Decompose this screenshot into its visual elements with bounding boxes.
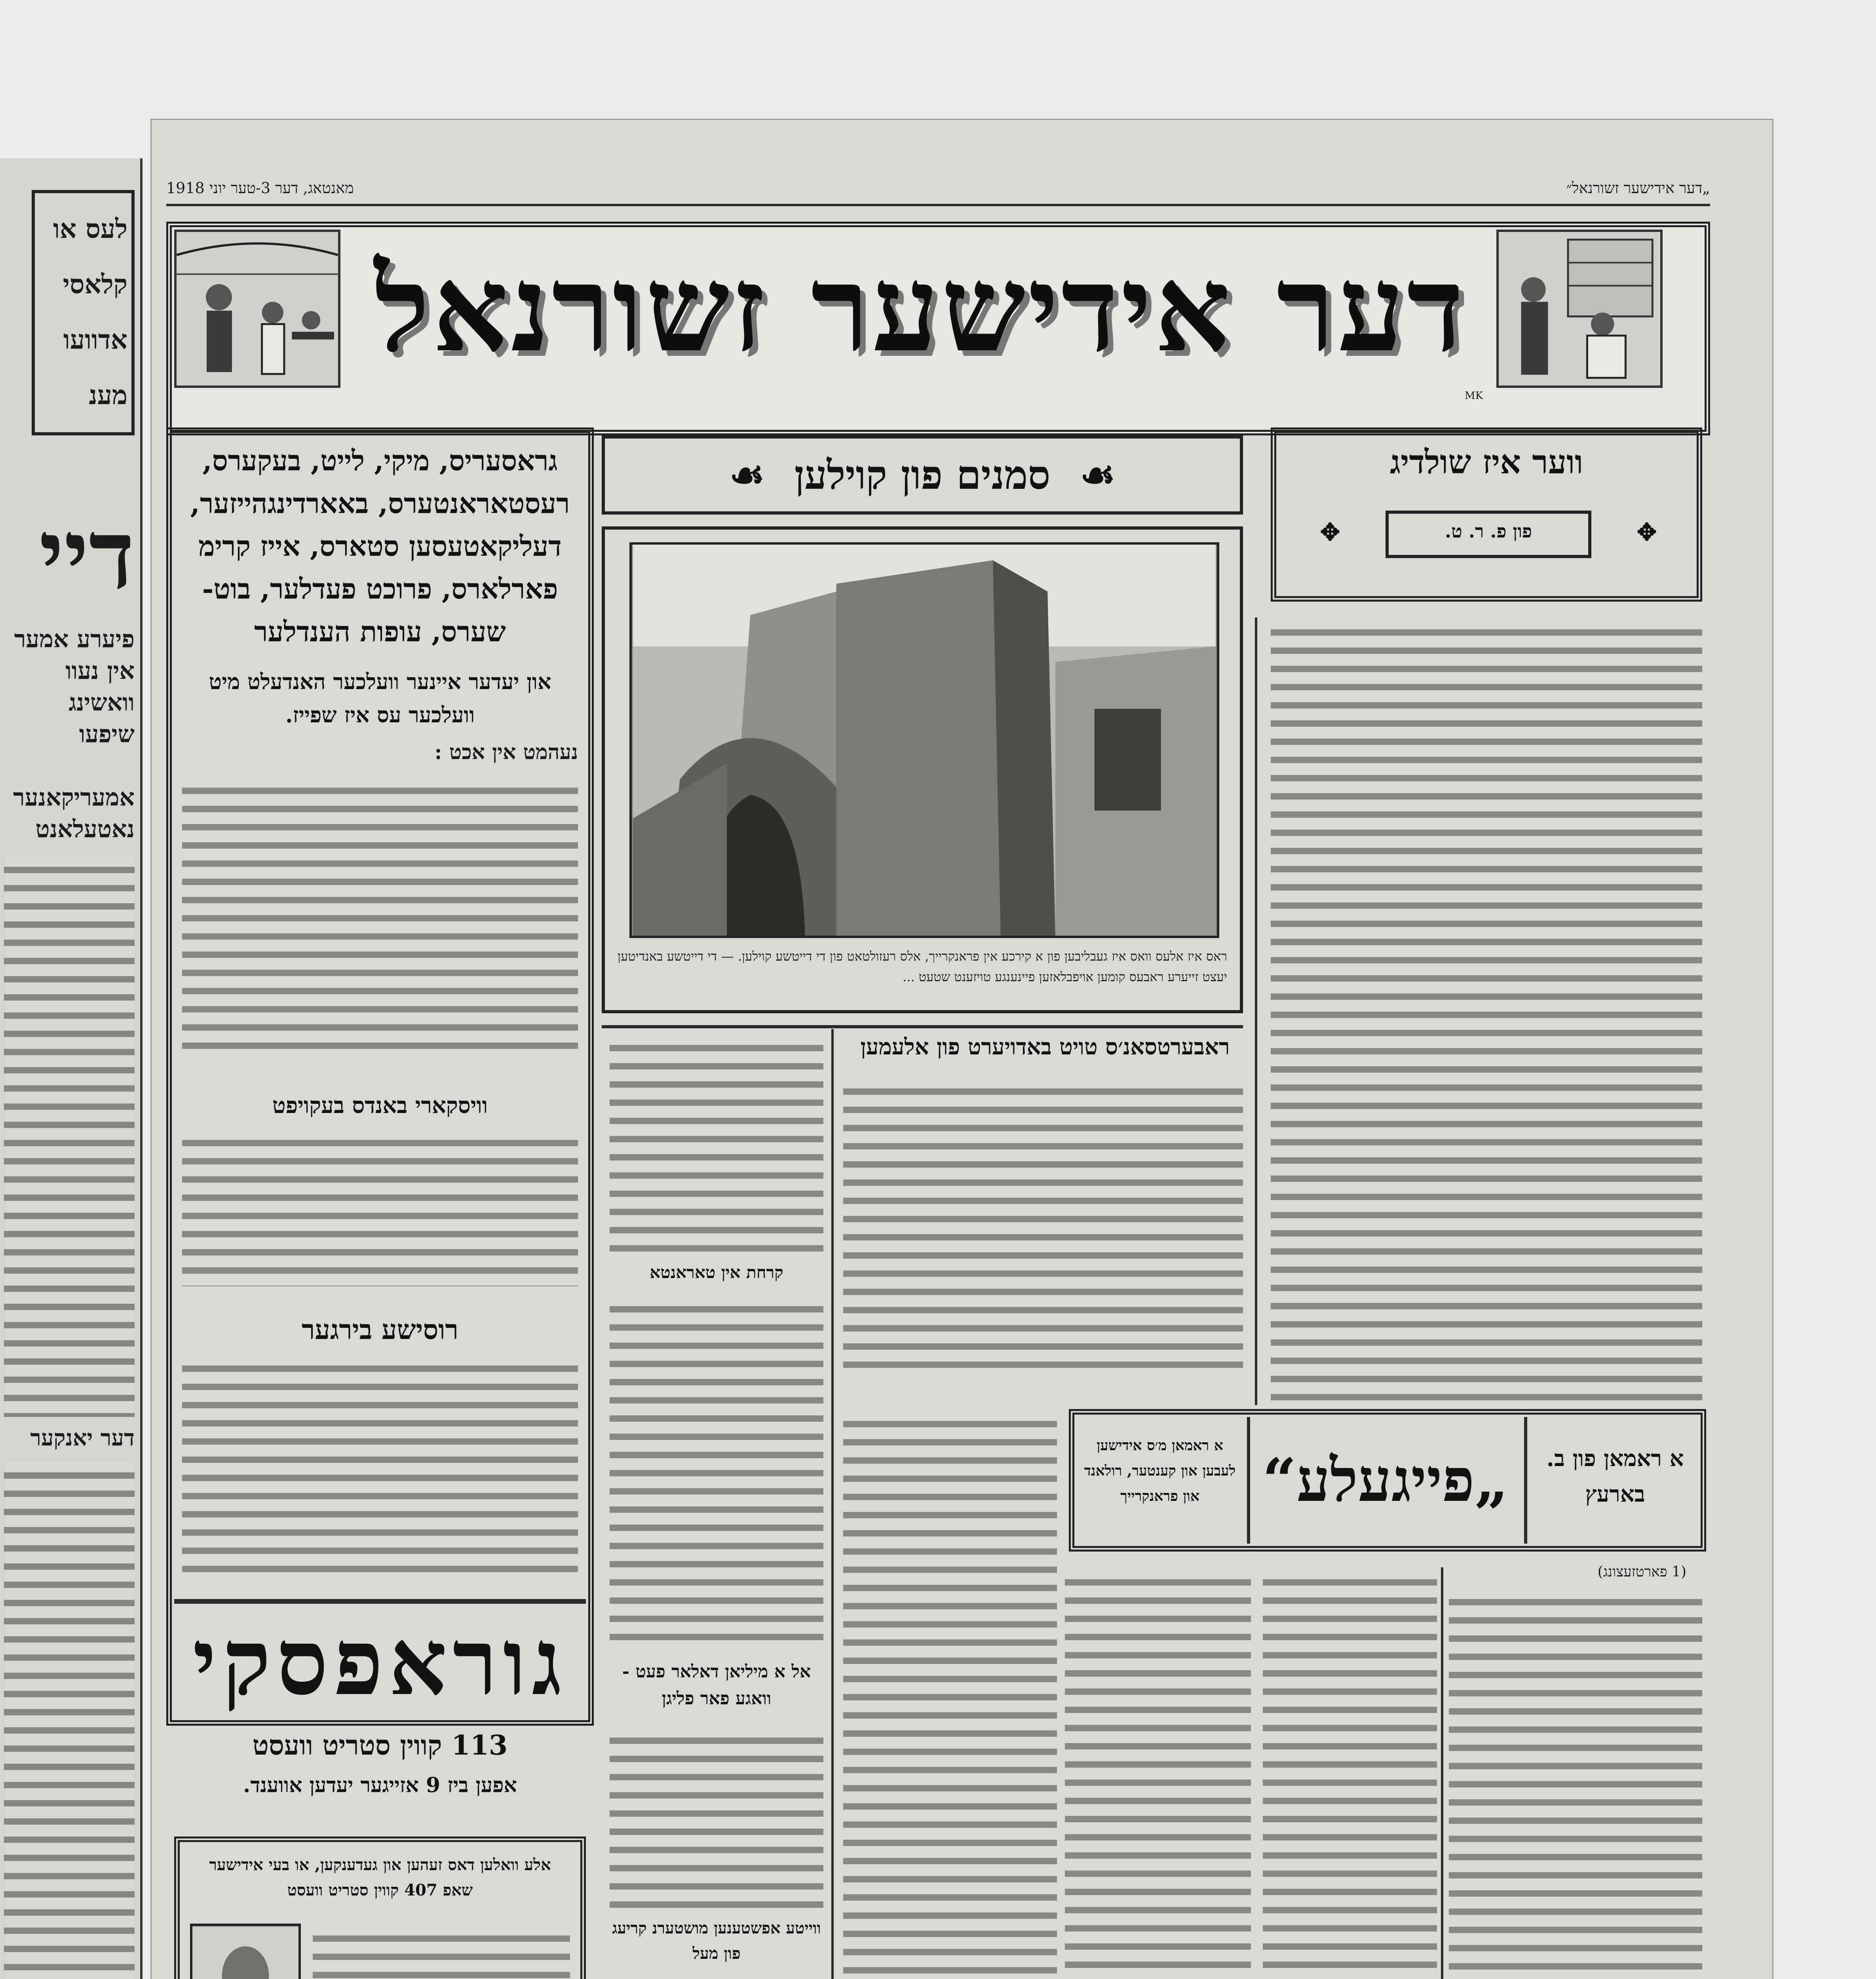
reading-family-illustration [1499,232,1660,386]
novel-title: „פייגעלע“ [1262,1445,1509,1515]
ruined-church-photo [629,542,1219,938]
artist-mark: MK [1465,390,1483,402]
robertson-headline: ראבערטסאנ׳ס טויט באדויערט פון אלעמען [860,1034,1230,1060]
column-text [610,1033,823,1255]
photographer-portrait [190,1924,301,1979]
section-whiskey-bonds: וויסקארי באנדס בעקויפט [272,1092,488,1119]
who-is-guilty-text [1271,617,1702,1409]
robertson-text [843,1077,1243,1369]
photographer-ad-head [190,1852,570,1903]
brand-name: גוראפסקי [192,1609,568,1716]
headline-line: רעסטאראנטערס, באארדינגהייזער, [190,487,570,520]
column-text [610,1294,823,1650]
headline-line: שערס, עופות הענדלער [254,615,506,648]
prev-big-letters: דיי [39,499,135,610]
prev-box-line: מענ [89,380,127,410]
prev-fragment: אמעריקאנער [13,784,135,811]
novel-text [1449,1587,1702,1979]
family-scene-illustration [177,232,338,386]
feature-caption: ראס איז אלעס וואס איז געבליבען פון א קירכע אין פראנקרייך, אלס רעזולטאט פון די דייטשע קוילען. — די דייטשע באנדיטען יעצט זייערע ראבעס קומען אויפבלאזען פיינענגע טויזענט שטעט ... [618,949,1227,984]
prev-fragment: וואשינג [68,689,135,716]
issue-date-line: מאנטאג, דער 3-טער יוני 1918 [166,179,354,197]
notice-head: נעהמט אין אכט : [434,740,578,764]
column-text [610,1975,823,1979]
prev-text-column [4,855,135,1417]
novel-chapter: (1 פארטזעצונג) [1597,1564,1686,1580]
who-is-guilty-title: ווער איז שולדיג [1389,443,1583,481]
byline: פון פ. ר. ט. [1445,520,1532,542]
prev-box-line: לעס או [53,213,127,244]
prev-box-line: קלאסי [63,269,127,300]
section-text [182,1354,578,1575]
portrait-photo [192,1926,298,1979]
prev-fragment: פיערע אמער [14,625,135,653]
women-headline: ווייטע אפשטענען מושטערנ קריעג פון מעל [612,1919,821,1963]
photographer-ad-text [313,1924,570,1979]
headline-line: דעליקאטעסען סטארס, אייז קרימ [198,530,562,562]
column-text [1065,1567,1251,1979]
notice-text [182,776,578,1061]
store-address: 113 קווין סטריט וועסט [252,1730,508,1761]
novel-text [1263,1567,1437,1979]
column-rule [602,1025,1243,1028]
prev-box-line: אדוועו [63,324,127,355]
novel-divider [1247,1417,1250,1544]
section-russian-citizens: רוסישע בירגער [302,1314,458,1346]
prev-fragment: דער יאנקער [30,1425,135,1451]
column-text [610,1726,823,1908]
column-rule [1441,1567,1443,1979]
ornament-icon: ☙ [1080,452,1116,498]
masthead-title: דער אידישער זשורנאל [374,239,1467,378]
photographer-head-line: שאפ 407 קווין סטריט וועסט [287,1881,473,1899]
column-rule [1255,617,1257,1405]
prev-fragment: אין נעוו [65,657,135,685]
church-ruin-illustration [632,545,1217,936]
section-text [182,1128,578,1286]
bread-headline: קרחת אין טאראנטא [650,1263,783,1282]
prev-fragment: שיפעו [79,720,135,748]
ornament-icon: ✥ [1637,518,1657,546]
ornament-icon: ☙ [729,452,765,498]
novel-author: א ראמאן פון ב. בארעץ [1546,1445,1684,1507]
previous-page-edge [0,158,143,1979]
subhead-line: און יעדער איינער וועלכער האנדעלט מיט [209,669,551,694]
ornament-icon: ✥ [1320,518,1340,546]
store-hours: אפען ביז 9 אזייגער יעדען אווענד. [243,1773,517,1797]
prev-fragment: נאטעלאנט [35,815,135,843]
headline-line: פארלארס, פרוכט פעדלער, בוט- [202,572,558,605]
masthead-left-vignette [174,230,340,388]
paper-name-line: „דער אידישער זשורנאל״ [1566,179,1710,197]
novel-divider [1524,1417,1527,1544]
masthead-right-vignette [1496,230,1663,388]
prev-text-column [4,1461,135,1979]
header-rule [166,204,1710,206]
photographer-head-line: אלע וואלען דאס זעהען און געדענקען, או בעי אידישער [209,1856,551,1874]
column-text [843,1409,1057,1979]
grocery-ad-headline [182,439,578,653]
novel-subtitle: א ראמאן מ׳ס אידישען לעבען און קענטער, רולאנד און פראנקרייך [1084,1437,1236,1504]
feature-title-text: סמנים פון קוילען [794,452,1051,498]
million-headline: אל א מיליאן דאלאר פעט - וואגע פאר פליגן [622,1662,811,1709]
grocery-ad-subhead [182,665,578,731]
column-rule [831,1029,834,1979]
feature-title [610,447,1235,503]
headline-line: גראסעריס, מיקי, לייט, בעקערס, [202,444,558,477]
subhead-line: וועלכער עס איז שפייז. [285,702,475,727]
ad-divider [174,1599,586,1604]
previous-page-box [32,190,135,435]
